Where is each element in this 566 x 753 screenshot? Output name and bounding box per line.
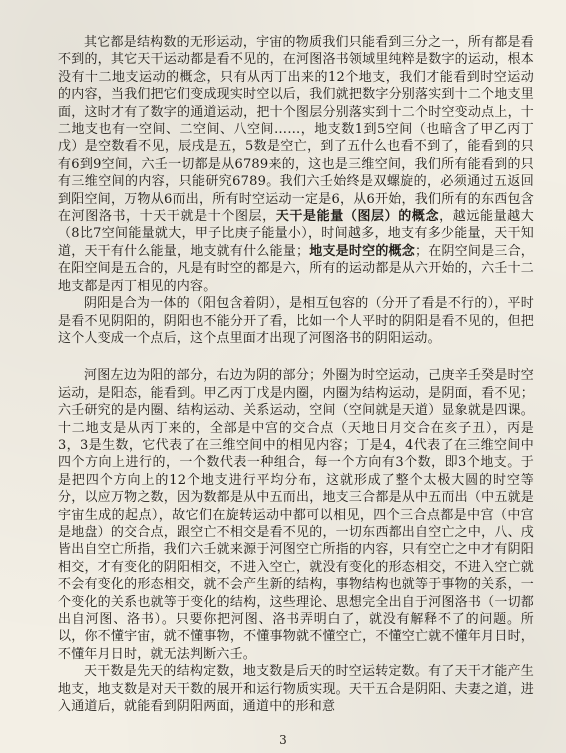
paragraph-1-text-d: ；在阴空间是三合，在阳空间是五合的，凡是有时空的都是六，所有的运动都是从六开始的，六壬十二地支都是丙丁相见的内容。 <box>58 243 534 294</box>
page-number: 3 <box>279 733 287 747</box>
paragraph-gap <box>58 347 534 367</box>
paragraph-1-text-c: ，越远能量越大（8比7空间能量就大，甲子比庚子能量小），时间越多，地支有多少能量，天干知道，天干有什么能量，地支就有什么能量； <box>58 209 534 259</box>
paragraph-4: 天干数是先天的结构定数，地支数是后天的时空运转定数。有了天干才能产生地支，地支数是对天干数的展开和运行物质实现。天干五合是阴阳、夫妻之道，进入通道后，就能看到阴阳两面，通道中的形和意 <box>58 664 534 715</box>
paragraph-2: 阴阳是合为一体的（阳包含着阴），是相互包容的（分开了看是不行的），平时是看不见阴阳的，阴阳也不能分开了看，比如一个人平时的阴阳是看不见的，但把这个人变成一个点后，这个点里面才出现了河图洛书的阴阳运动。 <box>58 296 534 346</box>
paragraph-1-text-a: 其它都是结构数的无形运动，宇宙的物质我们只能看到三分之一，所有都是看不到的，其它天干运动都是看不见的，在河图洛书领域里纯粹是数字的运动，根本没有十二地支运动的概念，只有从丙丁出来的12个地支，我们才能看到时空运动的内容，当我们把它们变成现实时空以后，我们就把数字分别落实到十二个地支里面，这时才有了数字的通道运动，把十个图层分别落实到十二个时空变动点上，十二地支也有一空间、二空间、八空间……，地支数1到5空间（也暗含了甲乙丙丁戊）是空数看不见，辰戌是五，5数是空亡，到了五什么也看不到了，能看到的只有6到9空间，六壬一切都是从6789来的，这也是三维空间，我们所有能看到的只有三维空间的内容，只能研究6789。我们六壬始终是双螺旋的，必须通过五返回到阳空间，万物从6而出，所有时空运动一定是6，从6开始，我们所有的东西包含在河图洛书，十天干就是十个图层， <box>58 35 534 225</box>
text-body <box>58 34 534 715</box>
bold-phrase-heavenly-stems: 天干是能量（图层）的概念 <box>275 209 440 225</box>
bold-phrase-earthly-branches: 地支是时空的概念 <box>309 243 416 259</box>
paragraph-1 <box>58 34 534 295</box>
paragraph-3: 河图左边为阳的部分，右边为阴的部分；外圈为时空运动，己庚辛壬癸是时空运动，是阳态，能看到。甲乙丙丁戊是内圈，内圈为结构运动，是阴面，看不见；六壬研究的是内圈、结构运动、关系运动，空间（空间就是天道）显象就是四课。十二地支是从丙丁来的，全部是中宫的交合点（天地日月交合在亥子丑），丙是3，3是生数，它代表了在三维空间中的相见内容；丁是4，4代表了在三维空间中四个方向上进行的，一个数代表一种组合，每一个方向有3个数，即3个地支。于是把四个方向上的12个地支进行平均分布，这就形成了整个太极大圆的时空等分，以应万物之数，因为数都是从中五而出，地支三合都是从中五而出（中五就是宇宙生成的起点），故它们在旋转运动中都可以相见，四个三合点都是中宫（中宫是地盘）的交合点，跟空亡不相交是看不见的，一切东西都出自空亡之中，八、戌皆出自空亡所指，我们六壬就来源于河图空亡所指的内容，只有空亡之中才有阴阳相交，才有变化的阴阳相交，不进入空亡，就没有变化的形态相交，不进入空亡就不会有变化的形态相交，就不会产生新的结构，事物结构也就等于事物的关系，一个变化的关系也就等于变化的结构，这些理论、思想完全出自于河图洛书（一切都出自河图、洛书）。只要你把河图、洛书弄明白了，就没有解释不了的问题。所以，你不懂宇宙，就不懂事物，不懂事物就不懂空亡，不懂空亡就不懂年月日时，不懂年月日时，就无法判断六壬。 <box>58 368 534 662</box>
